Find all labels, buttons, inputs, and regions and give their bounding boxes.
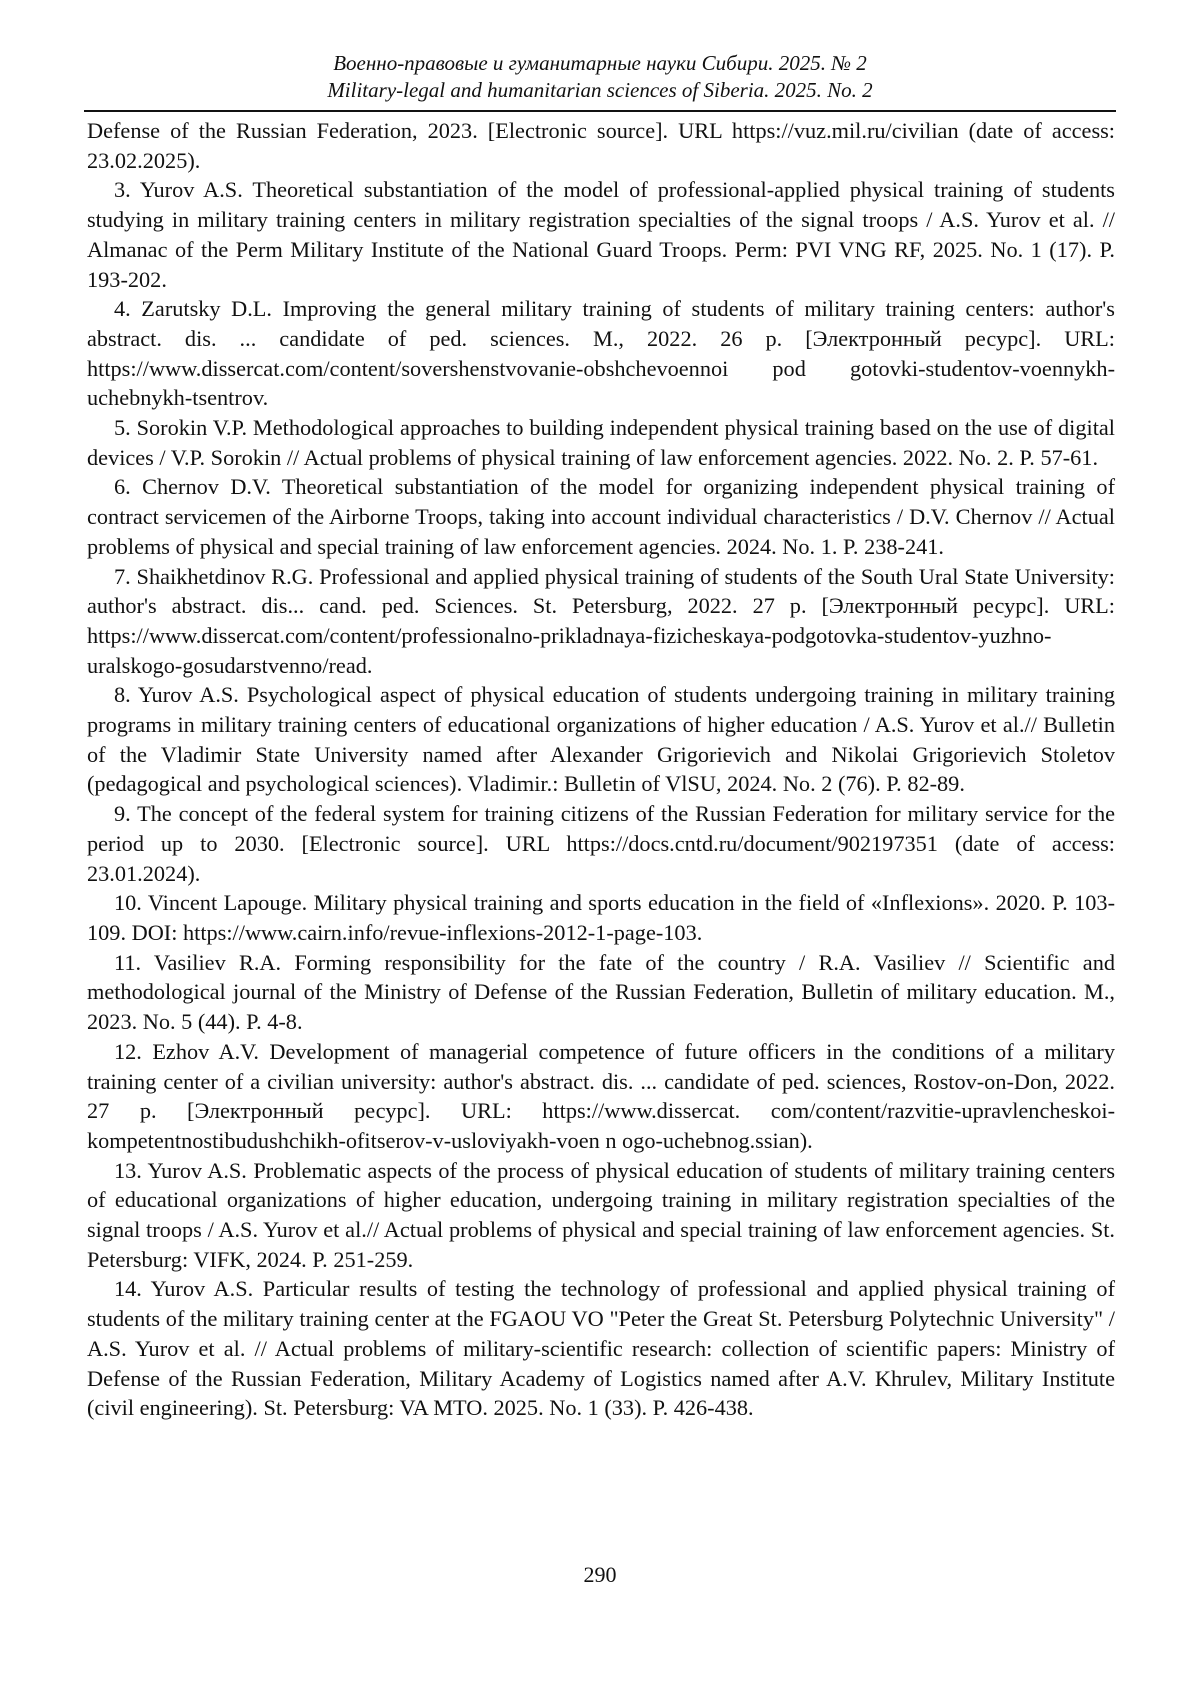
reference-item-8: 8. Yurov A.S. Psychological aspect of physical education of students undergoing training in military training programs in military training centers of educational organizations of higher education / A.S. Yurov et al.// Bulletin of the Vladimir State University named after Alexander Grigorievich and Nikolai Grigorievich Stoletov (pedagogical and psychological sciences). Vladimir.: Bulletin of VlSU, 2024. No. 2 (76). P. 82-89. [87,682,1115,797]
reference-item-5: 5. Sorokin V.P. Methodological approaches to building independent physical training based on the use of digital devices / V.P. Sorokin // Actual problems of physical training of law enforcement agencies. 2022. No. 2. P. 57-61. [87,415,1115,470]
reference-item-3: 3. Yurov A.S. Theoretical substantiation of the model of professional-applied physical training of students studying in military training centers in military registration specialties of the signal troops / A.S. Yurov et al. // Almanac of the Perm Military Institute of the National Guard Troops. Perm: PVI VNG RF, 2025. No. 1 (17). P. 193-202. [87,177,1115,292]
reference-item-14: 14. Yurov A.S. Particular results of testing the technology of professional and applied physical training of students of the military training center at the FGAOU VO "Peter the Great St. Petersburg Polytechnic University" / A.S. Yurov et al. // Actual problems of military-scientific research: collection of scientific papers: Ministry of Defense of the Russian Federation, Military Academy of Logistics named after A.V. Khrulev, Military Institute (civil engineering). St. Petersburg: VA MTO. 2025. No. 1 (33). P. 426-438. [87,1276,1115,1421]
header-rule [84,110,1116,112]
reference-item-4: 4. Zarutsky D.L. Improving the general military training of students of military training centers: author's abstract. dis. ... candidate of ped. sciences. M., 2022. 26 p. [Электронный ресурс]. URL: https://www.dissercat.com/content/sovershenstvovanie-obshchevoennoi pod gotovki-studentov-voennykh-uchebnykh-tsentrov. [87,296,1115,411]
reference-item-13: 13. Yurov A.S. Problematic aspects of the process of physical education of students of military training centers of educational organizations of higher education, undergoing training in military registration specialties of the signal troops / A.S. Yurov et al.// Actual problems of physical and special training of law enforcement agencies. St. Petersburg: VIFK, 2024. P. 251-259. [87,1157,1115,1272]
reference-item-10: 10. Vincent Lapouge. Military physical training and sports education in the field of «Inflexions». 2020. P. 103-109. DOI: https://www.cairn.info/revue-inflexions-2012-1-page-103. [87,890,1115,945]
reference-continuation: Defense of the Russian Federation, 2023. [Electronic source]. URL https://vuz.mil.ru/civilian (date of access: 23.02.2025). [87,118,1115,173]
reference-item-11: 11. Vasiliev R.A. Forming responsibility for the fate of the country / R.A. Vasiliev // Scientific and methodological journal of the Ministry of Defense of the Russian Federation, Bulletin of military education. M., 2023. No. 5 (44). P. 4-8. [87,949,1115,1035]
page-number: 290 [583,1562,617,1587]
reference-list [87,116,1115,1423]
header-line-english: Military-legal and humanitarian sciences of Siberia. 2025. No. 2 [327,78,873,102]
reference-item-7: 7. Shaikhetdinov R.G. Professional and applied physical training of students of the South Ural State University: author's abstract. dis... cand. ped. Sciences. St. Petersburg, 2022. 27 p. [Электронный ресурс]. URL: https://www.dissercat.com/content/professionalno-prikladnaya-fizicheskaya-podgotovka-studentov-yuzhno-uralskogo-gosudarstvenno/read. [87,563,1115,678]
reference-item-9: 9. The concept of the federal system for training citizens of the Russian Federation for military service for the period up to 2030. [Electronic source]. URL https://docs.cntd.ru/document/902197351 (date of access: 23.01.2024). [87,801,1115,886]
reference-item-6: 6. Chernov D.V. Theoretical substantiation of the model for organizing independent physical training of contract servicemen of the Airborne Troops, taking into account individual characteristics / D.V. Chernov // Actual problems of physical and special training of law enforcement agencies. 2024. No. 1. P. 238-241. [87,474,1115,559]
header-line-russian: Военно-правовые и гуманитарные науки Сибири. 2025. № 2 [333,51,867,75]
running-header [84,50,1116,104]
reference-item-12: 12. Ezhov A.V. Development of managerial competence of future officers in the conditions of a military training center of a civilian university: author's abstract. dis. ... candidate of ped. sciences, Rostov-on-Don, 2022. 27 p. [Электронный ресурс]. URL: https://www.dissercat. com/content/razvitie-upravlencheskoi-kompetentnostibudushchikh-ofitserov-v-usloviyakh-voen n ogo-uchebnog.ssian). [87,1038,1115,1153]
